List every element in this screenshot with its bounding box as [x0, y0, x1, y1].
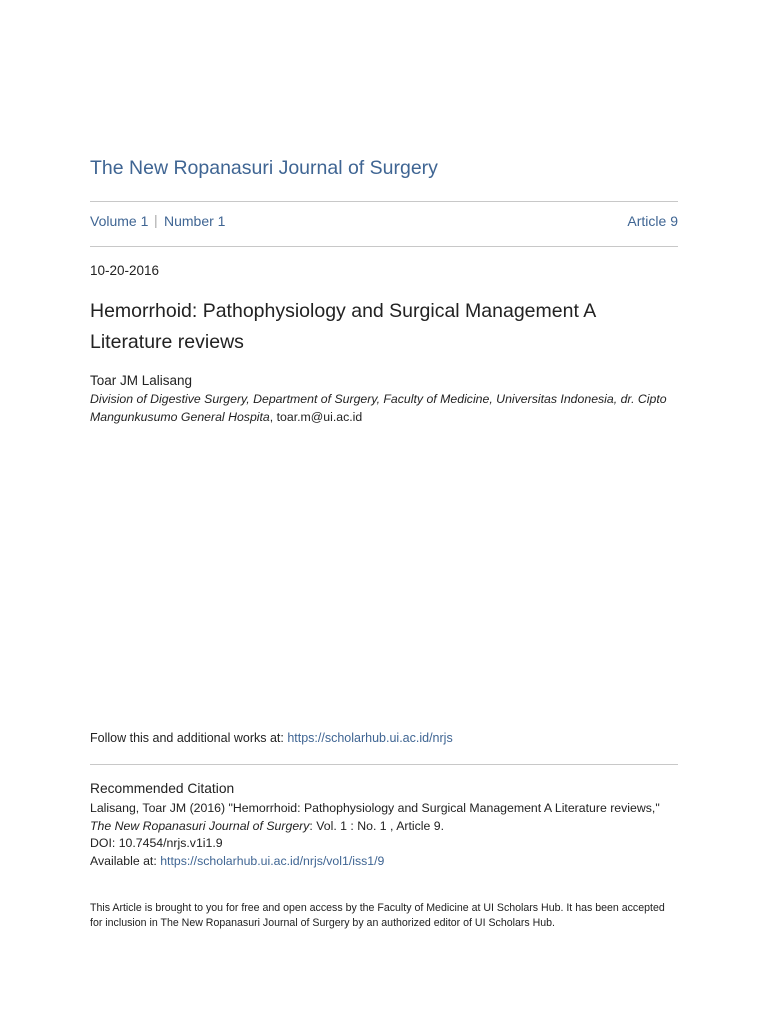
citation-block: [90, 800, 678, 870]
journal-title-link[interactable]: The New Ropanasuri Journal of Surgery: [90, 157, 438, 179]
divider-top: [90, 201, 678, 202]
open-access-note: This Article is brought to you for free and open access by the Faculty of Medicine at UI Scholars Hub. It has been accepted for inclusion in The New Ropanasuri Journal of Surgery by an authorized editor of UI Scholars Hub.: [90, 902, 665, 929]
follow-line: [90, 731, 453, 745]
follow-url-link[interactable]: https://scholarhub.ui.ac.id/nrjs: [287, 731, 453, 745]
divider-issue: [90, 246, 678, 247]
volume-link[interactable]: Volume 1: [90, 213, 149, 229]
publication-date: 10-20-2016: [90, 263, 160, 278]
author-email: , toar.m@ui.ac.id: [269, 410, 363, 424]
number-link[interactable]: Number 1: [164, 213, 226, 229]
divider-citation: [90, 764, 678, 765]
affiliation-text: Division of Digestive Surgery, Department of Surgery, Faculty of Medicine, Universitas Indonesia, dr. Cipto Mangunkusumo General Hospita: [90, 392, 667, 424]
citation-doi: DOI: 10.7454/nrjs.v1i1.9: [90, 836, 223, 850]
available-label: Available at:: [90, 853, 161, 868]
author-affiliation: [90, 390, 678, 426]
citation-line-1: Lalisang, Toar JM (2016) "Hemorrhoid: Pathophysiology and Surgical Management A Literature reviews,": [90, 801, 660, 815]
citation-volume: : Vol. 1 : No. 1 , Article 9.: [309, 818, 445, 833]
article-title: Hemorrhoid: Pathophysiology and Surgical Management A Literature reviews: [90, 300, 596, 353]
recommended-citation-heading: Recommended Citation: [90, 781, 235, 796]
follow-label: Follow this and additional works at:: [90, 731, 288, 745]
citation-available: [90, 853, 678, 871]
author-name: Toar JM Lalisang: [90, 373, 193, 388]
citation-line-2: [90, 818, 678, 836]
citation-journal: The New Ropanasuri Journal of Surgery: [90, 818, 310, 833]
available-url-link[interactable]: https://scholarhub.ui.ac.id/nrjs/vol1/iss1/9: [160, 853, 385, 868]
cover-page: [90, 0, 678, 1024]
article-link[interactable]: Article 9: [627, 213, 678, 229]
issue-separator: |: [154, 212, 158, 228]
issue-info-row: [90, 213, 678, 233]
